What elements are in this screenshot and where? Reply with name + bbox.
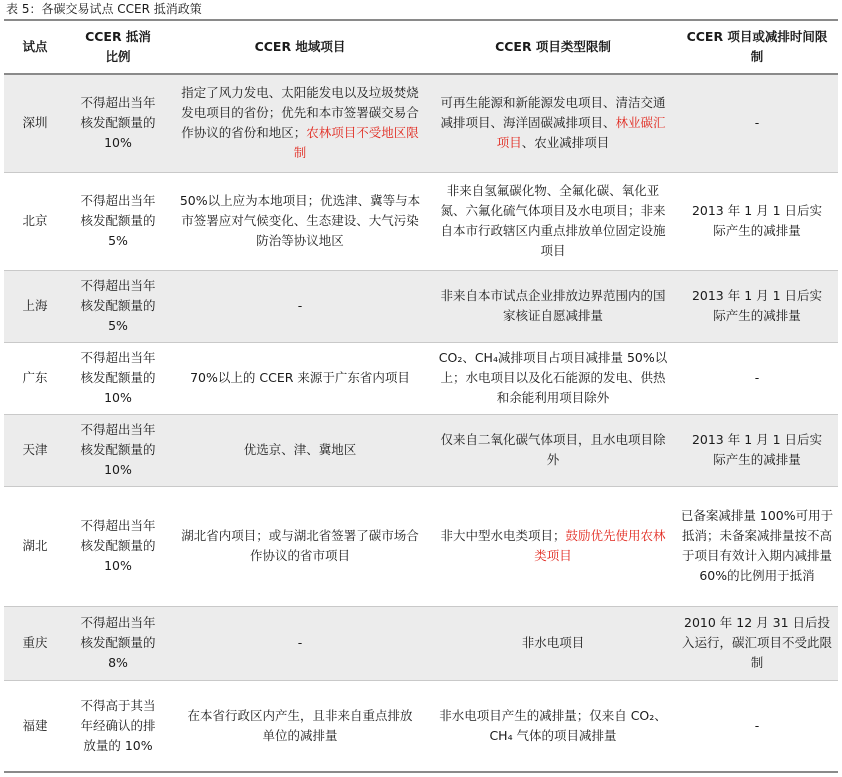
cell-region: - <box>297 298 303 313</box>
cell-time: - <box>754 370 760 385</box>
table-row <box>4 606 838 680</box>
table-row <box>4 342 838 414</box>
cell-ratio: 不得超出当年核发配额量的 10% <box>80 422 156 477</box>
header-city: 试点 <box>22 39 48 54</box>
cell-region <box>170 74 430 172</box>
cell-time: 已备案减排量 100%可用于抵消；未备案减排量按不高于项目有效计入期内减排量 60%的比例用于抵消 <box>680 508 834 583</box>
table-row <box>4 486 838 606</box>
cell-city: 广东 <box>22 370 48 385</box>
cell-region: 50%以上应为本地项目；优选津、冀等与本市签署应对气候变化、生态建设、大气污染防治等协议地区 <box>179 193 421 248</box>
type-text: 非大中型水电类项目； <box>440 528 566 543</box>
region-text: 指定了风力发电、太阳能发电以及垃圾焚烧发电项目的省份；优先和本市签署碳交易合作协议的省份和地区； <box>181 85 419 141</box>
table-row <box>4 680 838 772</box>
type-text: 可再生能源和新能源发电项目、清洁交通减排项目、海洋固碳减排项目、 <box>440 95 666 131</box>
table-row <box>4 414 838 486</box>
cell-type: 非来自氢氟碳化物、全氟化碳、氧化亚氮、六氟化硫气体项目及水电项目；非来自本市行政辖区内重点排放单位固定设施项目 <box>440 183 666 258</box>
header-time: CCER 项目或减排时间限制 <box>686 29 828 64</box>
type-highlight: 林业碳汇项目 <box>496 115 666 151</box>
cell-ratio: 不得超出当年核发配额量的 10% <box>80 518 156 573</box>
cell-time: 2010 年 12 月 31 日后投入运行，碳汇项目不受此限制 <box>681 615 832 670</box>
cell-type: 仅来自二氧化碳气体项目，且水电项目除外 <box>440 432 666 467</box>
table-caption: 表 5：各碳交易试点 CCER 抵消政策 <box>6 2 202 16</box>
ccer-policy-table <box>4 19 838 773</box>
type-text-after: 、农业减排项目 <box>521 135 610 151</box>
cell-time: 2013 年 1 月 1 日后实际产生的减排量 <box>691 203 823 238</box>
cell-city: 上海 <box>22 298 48 313</box>
cell-type: CO₂、CH₄减排项目占项目减排量 50%以上；水电项目以及化石能源的发电、供热和余能利用项目除外 <box>438 350 668 405</box>
table-row <box>4 74 838 172</box>
cell-ratio: 不得高于其当年经确认的排放量的 10% <box>80 697 156 753</box>
cell-region: - <box>297 635 303 650</box>
cell-city: 深圳 <box>22 115 48 131</box>
cell-time: - <box>754 717 760 733</box>
cell-city: 天津 <box>22 442 48 457</box>
cell-ratio: 不得超出当年核发配额量的 10% <box>80 95 156 151</box>
cell-type: 非水电项目产生的减排量；仅来自 CO₂、CH₄ 气体的项目减排量 <box>439 707 667 743</box>
cell-type: 非来自本市试点企业排放边界范围内的国家核证自愿减排量 <box>440 288 666 323</box>
region-highlight: 农林项目不受地区限制 <box>293 125 419 161</box>
cell-ratio: 不得超出当年核发配额量的 8% <box>80 615 156 670</box>
cell-region: 湖北省内项目；或与湖北省签署了碳市场合作协议的省市项目 <box>181 528 419 563</box>
cell-time: - <box>754 115 760 131</box>
cell-city: 北京 <box>22 213 48 228</box>
cell-city: 福建 <box>22 717 48 733</box>
cell-ratio: 不得超出当年核发配额量的 5% <box>80 278 156 333</box>
cell-type <box>430 74 676 172</box>
cell-city: 湖北 <box>22 538 48 553</box>
cell-ratio: 不得超出当年核发配额量的 5% <box>80 193 156 248</box>
cell-region: 优选京、津、冀地区 <box>243 442 357 457</box>
cell-time: 2013 年 1 月 1 日后实际产生的减排量 <box>691 288 823 323</box>
type-highlight: 鼓励优先使用农林类项目 <box>534 528 666 563</box>
table-header-row <box>4 20 838 74</box>
header-type: CCER 项目类型限制 <box>495 39 611 54</box>
cell-region: 70%以上的 CCER 来源于广东省内项目 <box>190 370 410 385</box>
cell-ratio: 不得超出当年核发配额量的 10% <box>80 350 156 405</box>
cell-time: 2013 年 1 月 1 日后实际产生的减排量 <box>691 432 823 467</box>
cell-city: 重庆 <box>22 635 48 650</box>
cell-region: 在本省行政区内产生，且非来自重点排放单位的减排量 <box>187 707 413 743</box>
table-row <box>4 270 838 342</box>
cell-type: 非水电项目 <box>521 635 585 650</box>
table-row <box>4 172 838 270</box>
header-ratio: CCER 抵消比例 <box>85 29 151 64</box>
cell-type <box>430 486 676 606</box>
header-region: CCER 地域项目 <box>254 39 346 54</box>
